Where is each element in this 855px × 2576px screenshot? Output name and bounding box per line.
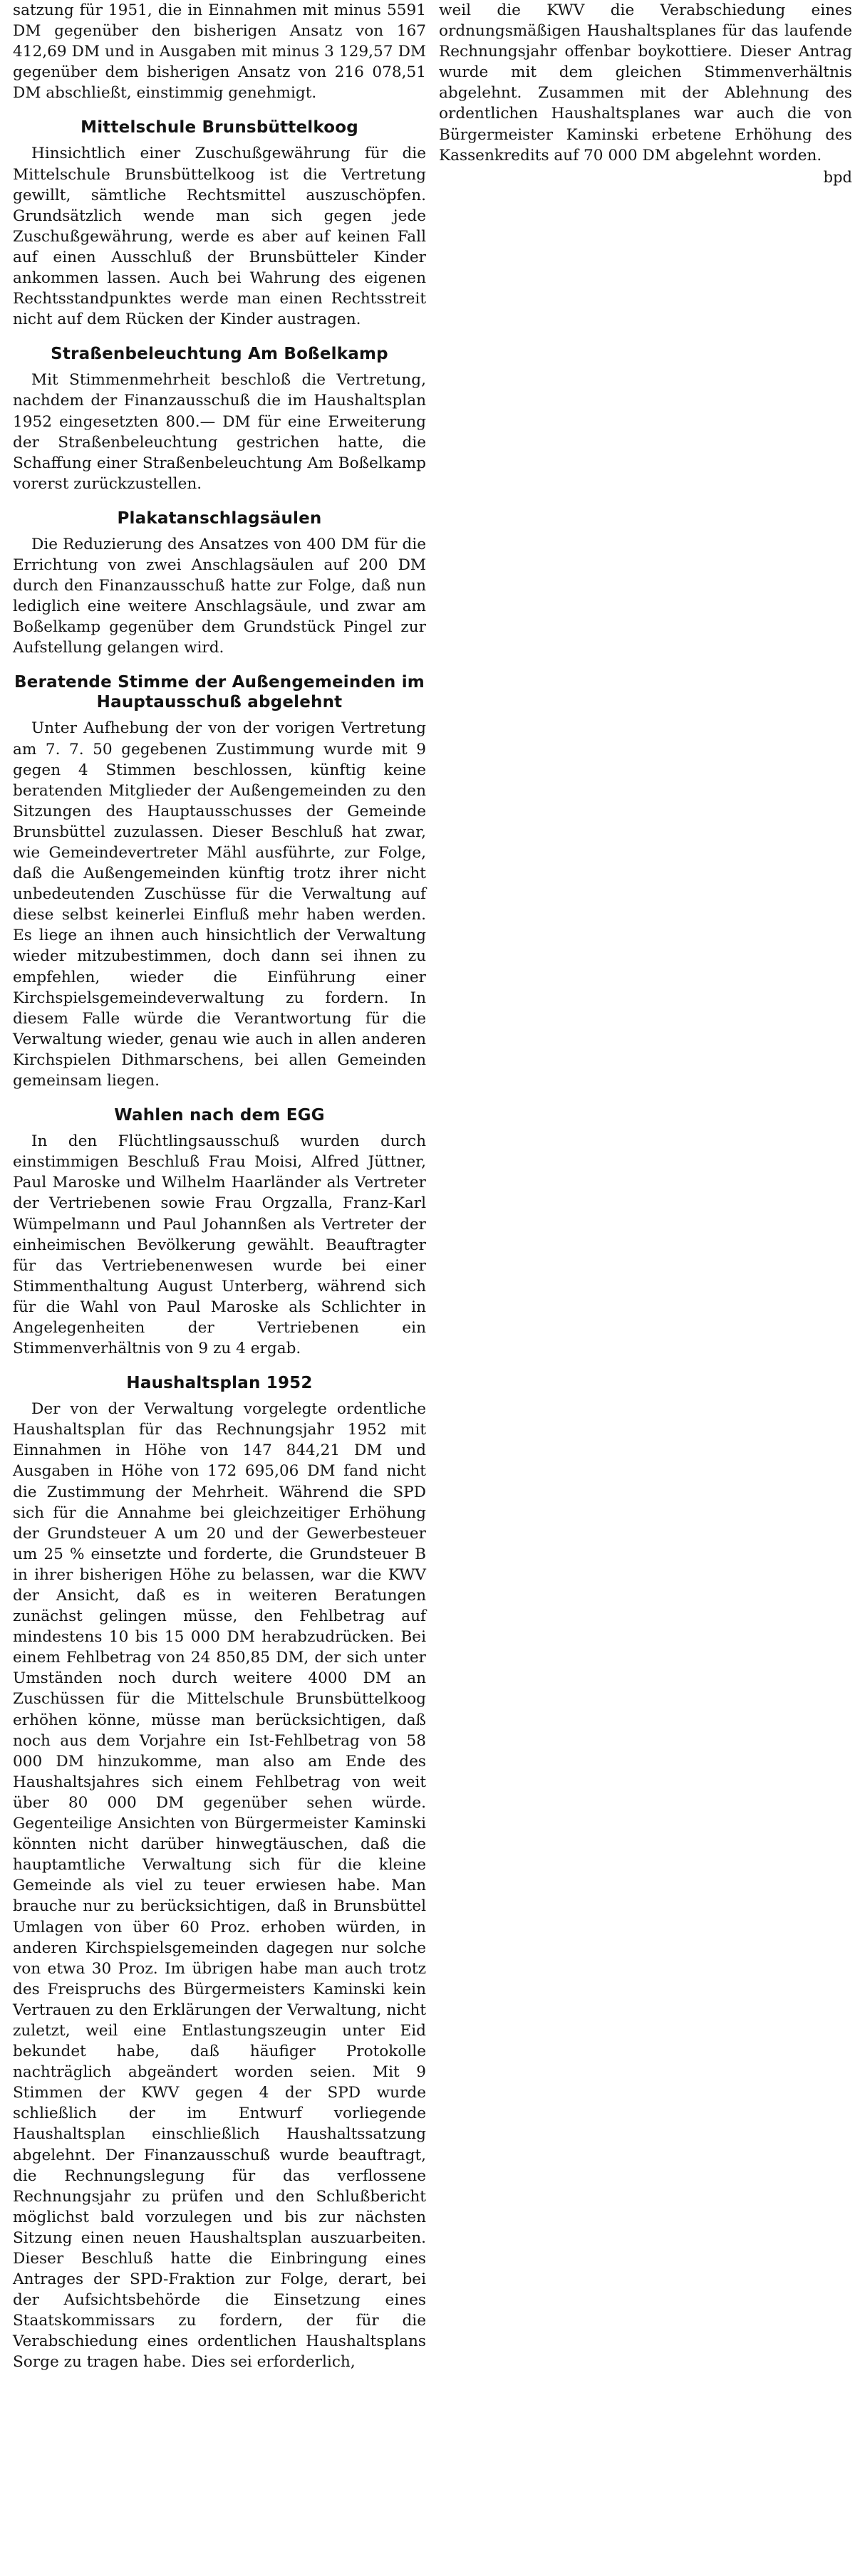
article-body: Mit Stimmenmehrheit beschloß die Vertretung, nachdem der Finanzausschuß die im Haushaltsplan 1952 eingesetzten 800.— DM für eine Erweiterung der Straßenbeleuchtung gestrichen hatte, die Schaffung einer Straßenbeleuchtung Am Boßelkamp vorerst zurückzustellen. (13, 371, 426, 493)
intro-paragraph: satzung für 1951, die in Einnahmen mit minus 5591 DM gegenüber den bisherigen Ansatz von 167 412,69 DM und in Ausgaben mit minus 3 129,57 DM gegenüber dem bisherigen Ansatz von 216 078,51 DM abschließt, einstimmig genehmigt. (13, 1, 426, 103)
article-title: Plakatanschlagsäulen (117, 509, 322, 528)
article-heading (13, 1373, 426, 1393)
article-body: Die Reduzierung des Ansatzes von 400 DM für die Errichtung von zwei Anschlagsäulen auf 200 DM durch den Finanzausschuß hatte zur Folge, daß nun lediglich eine weitere Anschlagsäule, und zwar am Boßelkamp gegenüber dem Grundstück Pingel zur Aufstellung gelangen wird. (13, 535, 426, 657)
article-mittelschule (13, 118, 426, 330)
article-subtitle: Hauptausschuß abgelehnt (96, 693, 343, 712)
article-heading (13, 344, 426, 364)
article-body: Unter Aufhebung der von der vorigen Vertretung am 7. 7. 50 gegebenen Zustimmung wurde mit 9 gegen 4 Stimmen beschlossen, künftig keine beratenden Mitglieder der Außengemeinden zu den Sitzungen des Hauptausschusses der Gemeinde Brunsbüttel zuzulassen. Dieser Beschluß hat zwar, wie Gemeindevertreter Mähl ausführte, zur Folge, daß die Außengemeinden künftig trotz ihrer nicht unbedeutenden Zuschüsse für die Verwaltung auf diese selbst keinerlei Einfluß mehr haben werden. Es liege an ihnen auch hinsichtlich der Verwaltung wieder mitzubestimmen, doch dann sei ihnen zu empfehlen, wieder die Einführung einer Kirchspielsgemeindeverwaltung zu fordern. In diesem Falle würde die Verantwortung für die Verwaltung wieder, genau wie auch in allen anderen Kirchspielen Dithmarschens, bei allen Gemeinden gemeinsam liegen. (13, 719, 426, 1090)
article-heading (13, 118, 426, 137)
article-title: Beratende Stimme der Außengemeinden im (14, 673, 425, 692)
article-plakatanschlagsaeulen (13, 509, 426, 659)
article-beratende-stimme (13, 672, 426, 1091)
right-column (439, 0, 852, 187)
article-heading (13, 509, 426, 528)
article-title: Wahlen nach dem EGG (114, 1106, 325, 1125)
agency-signature: bpd (823, 168, 852, 186)
article-strassenbeleuchtung (13, 344, 426, 494)
article-haushaltsplan (13, 1373, 426, 2372)
continuation-paragraph: weil die KWV die Verabschiedung eines ordnungsmäßigen Haushaltsplanes für das laufende Rechnungsjahr offenbar boykottiere. Dieser Antrag wurde mit dem gleichen Stimmenverhältnis abgelehnt. Zusammen mit der Ablehnung des ordentlichen Haushaltsplanes war auch die von Bürgermeister Kaminski erbetene Erhöhung des Kassenkredits auf 70 000 DM abgelehnt worden. (439, 1, 852, 165)
article-heading (13, 672, 426, 712)
article-heading (13, 1105, 426, 1125)
article-wahlen-egg (13, 1105, 426, 1359)
article-title: Haushaltsplan 1952 (126, 1374, 313, 1393)
left-column (13, 0, 426, 2373)
article-title: Straßenbeleuchtung Am Boßelkamp (51, 345, 388, 364)
article-body: Der von der Verwaltung vorgelegte ordentliche Haushaltsplan für das Rechnungsjahr 1952 mit Einnahmen in Höhe von 147 844,21 DM und Ausgaben in Höhe von 172 695,06 DM fand nicht die Zustimmung der Mehrheit. Während die SPD sich für die Annahme bei gleichzeitiger Erhöhung der Grundsteuer A um 20 und der Gewerbesteuer um 25 % einsetzte und forderte, die Grundsteuer B in ihrer bisherigen Höhe zu belassen, war die KWV der Ansicht, daß es in weiteren Beratungen zunächst gelingen müsse, den Fehlbetrag auf mindestens 10 bis 15 000 DM herabzudrücken. Bei einem Fehlbetrag von 24 850,85 DM, der sich unter Umständen noch durch weitere 4000 DM an Zuschüssen für die Mittelschule Brunsbüttelkoog erhöhen könne, müsse man berücksichtigen, daß noch aus dem Vorjahre ein Ist-Fehlbetrag von 58 000 DM hinzukomme, man also am Ende des Haushaltsjahres sich einem Fehlbetrag von weit über 80 000 DM gegenüber sehen würde. Gegenteilige Ansichten von Bürgermeister Kaminski könnten nicht darüber hinwegtäuschen, daß die hauptamtliche Verwaltung sich für die kleine Gemeinde als viel zu teuer erwiesen habe. Man brauche nur zu berücksichtigen, daß in Brunsbüttel Umlagen von über 60 Proz. erhoben würden, in anderen Kirchspielsgemeinden dagegen nur solche von etwa 30 Proz. Im übrigen habe man auch trotz des Freispruchs des Bürgermeisters Kaminski kein Vertrauen zu den Erklärungen der Verwaltung, nicht zuletzt, weil eine Entlastungszeugin unter Eid bekundet habe, daß häufiger Protokolle nachträglich abgeändert worden seien. Mit 9 Stimmen der KWV gegen 4 der SPD wurde schließlich der im Entwurf vorliegende Haushaltsplan einschließlich Haushaltssatzung abgelehnt. Der Finanzausschuß wurde beauftragt, die Rechnungslegung für das verflossene Rechnungsjahr zu prüfen und den Schlußbericht möglichst bald vorzulegen und bis zur nächsten Sitzung einen neuen Haushaltsplan auszuarbeiten. Dieser Beschluß hatte die Einbringung eines Antrages der SPD-Fraktion zur Folge, derart, bei der Aufsichtsbehörde die Einsetzung eines Staatskommissars zu fordern, der für die Verabschiedung eines ordentlichen Haushaltsplans Sorge zu tragen habe. Dies sei erforderlich, (13, 1400, 426, 2372)
article-body: Hinsichtlich einer Zuschußgewährung für die Mittelschule Brunsbüttelkoog ist die Vertretung gewillt, sämtliche Rechtsmittel auszuschöpfen. Grundsätzlich wende man sich gegen jede Zuschußgewährung, werde es aber auf keinen Fall auf einen Ausschluß der Brunsbütteler Kinder ankommen lassen. Auch bei Wahrung des eigenen Rechtsstandpunktes werde man einen Rechtsstreit nicht auf dem Rücken der Kinder austragen. (13, 145, 426, 329)
article-title: Mittelschule Brunsbüttelkoog (81, 118, 358, 137)
article-body: In den Flüchtlingsausschuß wurden durch einstimmigen Beschluß Frau Moisi, Alfred Jüttner, Paul Maroske und Wilhelm Haarländer als Vertreter der Vertriebenen sowie Frau Orgzalla, Franz-Karl Wümpelmann und Paul Johannßen als Vertreter der einheimischen Bevölkerung gewählt. Beauftragter für das Vertriebenenwesen wurde bei einer Stimmenthaltung August Unterberg, während sich für die Wahl von Paul Maroske als Schlichter in Angelegenheiten der Vertriebenen ein Stimmenverhältnis von 9 zu 4 ergab. (13, 1132, 426, 1358)
